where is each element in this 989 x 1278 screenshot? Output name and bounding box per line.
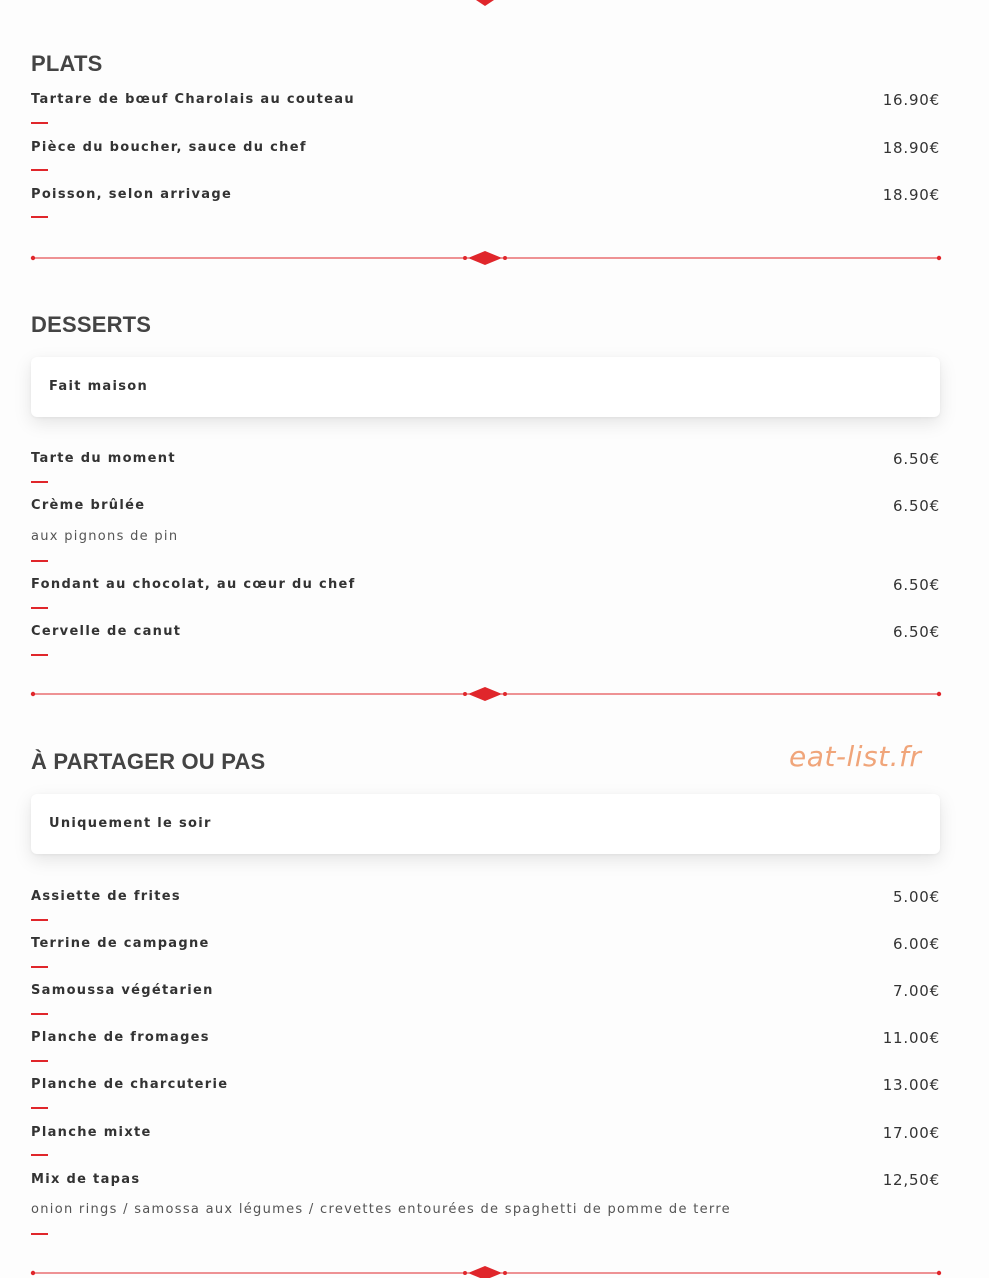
item-price: 11.00€	[882, 1029, 940, 1047]
item-dash	[31, 1060, 48, 1062]
item-dash	[31, 1013, 48, 1015]
item-name: Terrine de campagne	[31, 936, 210, 951]
section-divider	[30, 1264, 942, 1278]
section-divider	[30, 251, 942, 265]
item-price: 16.90€	[882, 91, 940, 109]
item-price: 6.50€	[893, 623, 940, 641]
item-price: 18.90€	[882, 186, 940, 204]
item-name: Planche de fromages	[31, 1030, 210, 1045]
note-box	[31, 357, 940, 417]
item-name: Poisson, selon arrivage	[31, 187, 233, 202]
item-price: 6.50€	[893, 497, 940, 515]
item-dash	[31, 216, 48, 218]
item-description: aux pignons de pin	[31, 529, 179, 544]
item-name: Fondant au chocolat, au cœur du chef	[31, 577, 356, 592]
item-dash	[31, 1154, 48, 1156]
note-text: Uniquement le soir	[49, 816, 212, 831]
item-name: Mix de tapas	[31, 1172, 141, 1187]
item-dash	[31, 966, 48, 968]
item-price: 12,50€	[882, 1171, 940, 1189]
section-title-desserts: DESSERTS	[31, 312, 152, 337]
item-price: 6.50€	[893, 450, 940, 468]
item-name: Crème brûlée	[31, 498, 146, 513]
item-name: Tarte du moment	[31, 451, 176, 466]
item-price: 13.00€	[882, 1076, 940, 1094]
item-name: Planche de charcuterie	[31, 1077, 229, 1092]
item-price: 18.90€	[882, 139, 940, 157]
item-name: Planche mixte	[31, 1125, 152, 1140]
section-divider	[30, 687, 942, 701]
top-divider-ornament	[470, 0, 500, 8]
item-price: 6.00€	[893, 935, 940, 953]
note-box	[31, 794, 940, 854]
item-price: 17.00€	[882, 1124, 940, 1142]
item-dash	[31, 1233, 48, 1235]
item-price: 7.00€	[893, 982, 940, 1000]
item-name: Cervelle de canut	[31, 624, 182, 639]
item-dash	[31, 1107, 48, 1109]
item-price: 6.50€	[893, 576, 940, 594]
item-dash	[31, 560, 48, 562]
item-description: onion rings / samossa aux légumes / crevettes entourées de spaghetti de pomme de terre	[31, 1202, 731, 1217]
section-title-partager: À PARTAGER OU PAS	[31, 749, 266, 774]
note-text: Fait maison	[49, 379, 149, 394]
item-dash	[31, 169, 48, 171]
item-name: Samoussa végétarien	[31, 983, 214, 998]
item-name: Pièce du boucher, sauce du chef	[31, 140, 307, 155]
item-name: Tartare de bœuf Charolais au couteau	[31, 92, 355, 107]
item-dash	[31, 122, 48, 124]
item-price: 5.00€	[893, 888, 940, 906]
watermark: eat-list.fr	[789, 740, 922, 773]
item-dash	[31, 607, 48, 609]
item-dash	[31, 481, 48, 483]
item-dash	[31, 654, 48, 656]
item-dash	[31, 919, 48, 921]
item-name: Assiette de frites	[31, 889, 181, 904]
section-title-plats: PLATS	[31, 51, 103, 76]
